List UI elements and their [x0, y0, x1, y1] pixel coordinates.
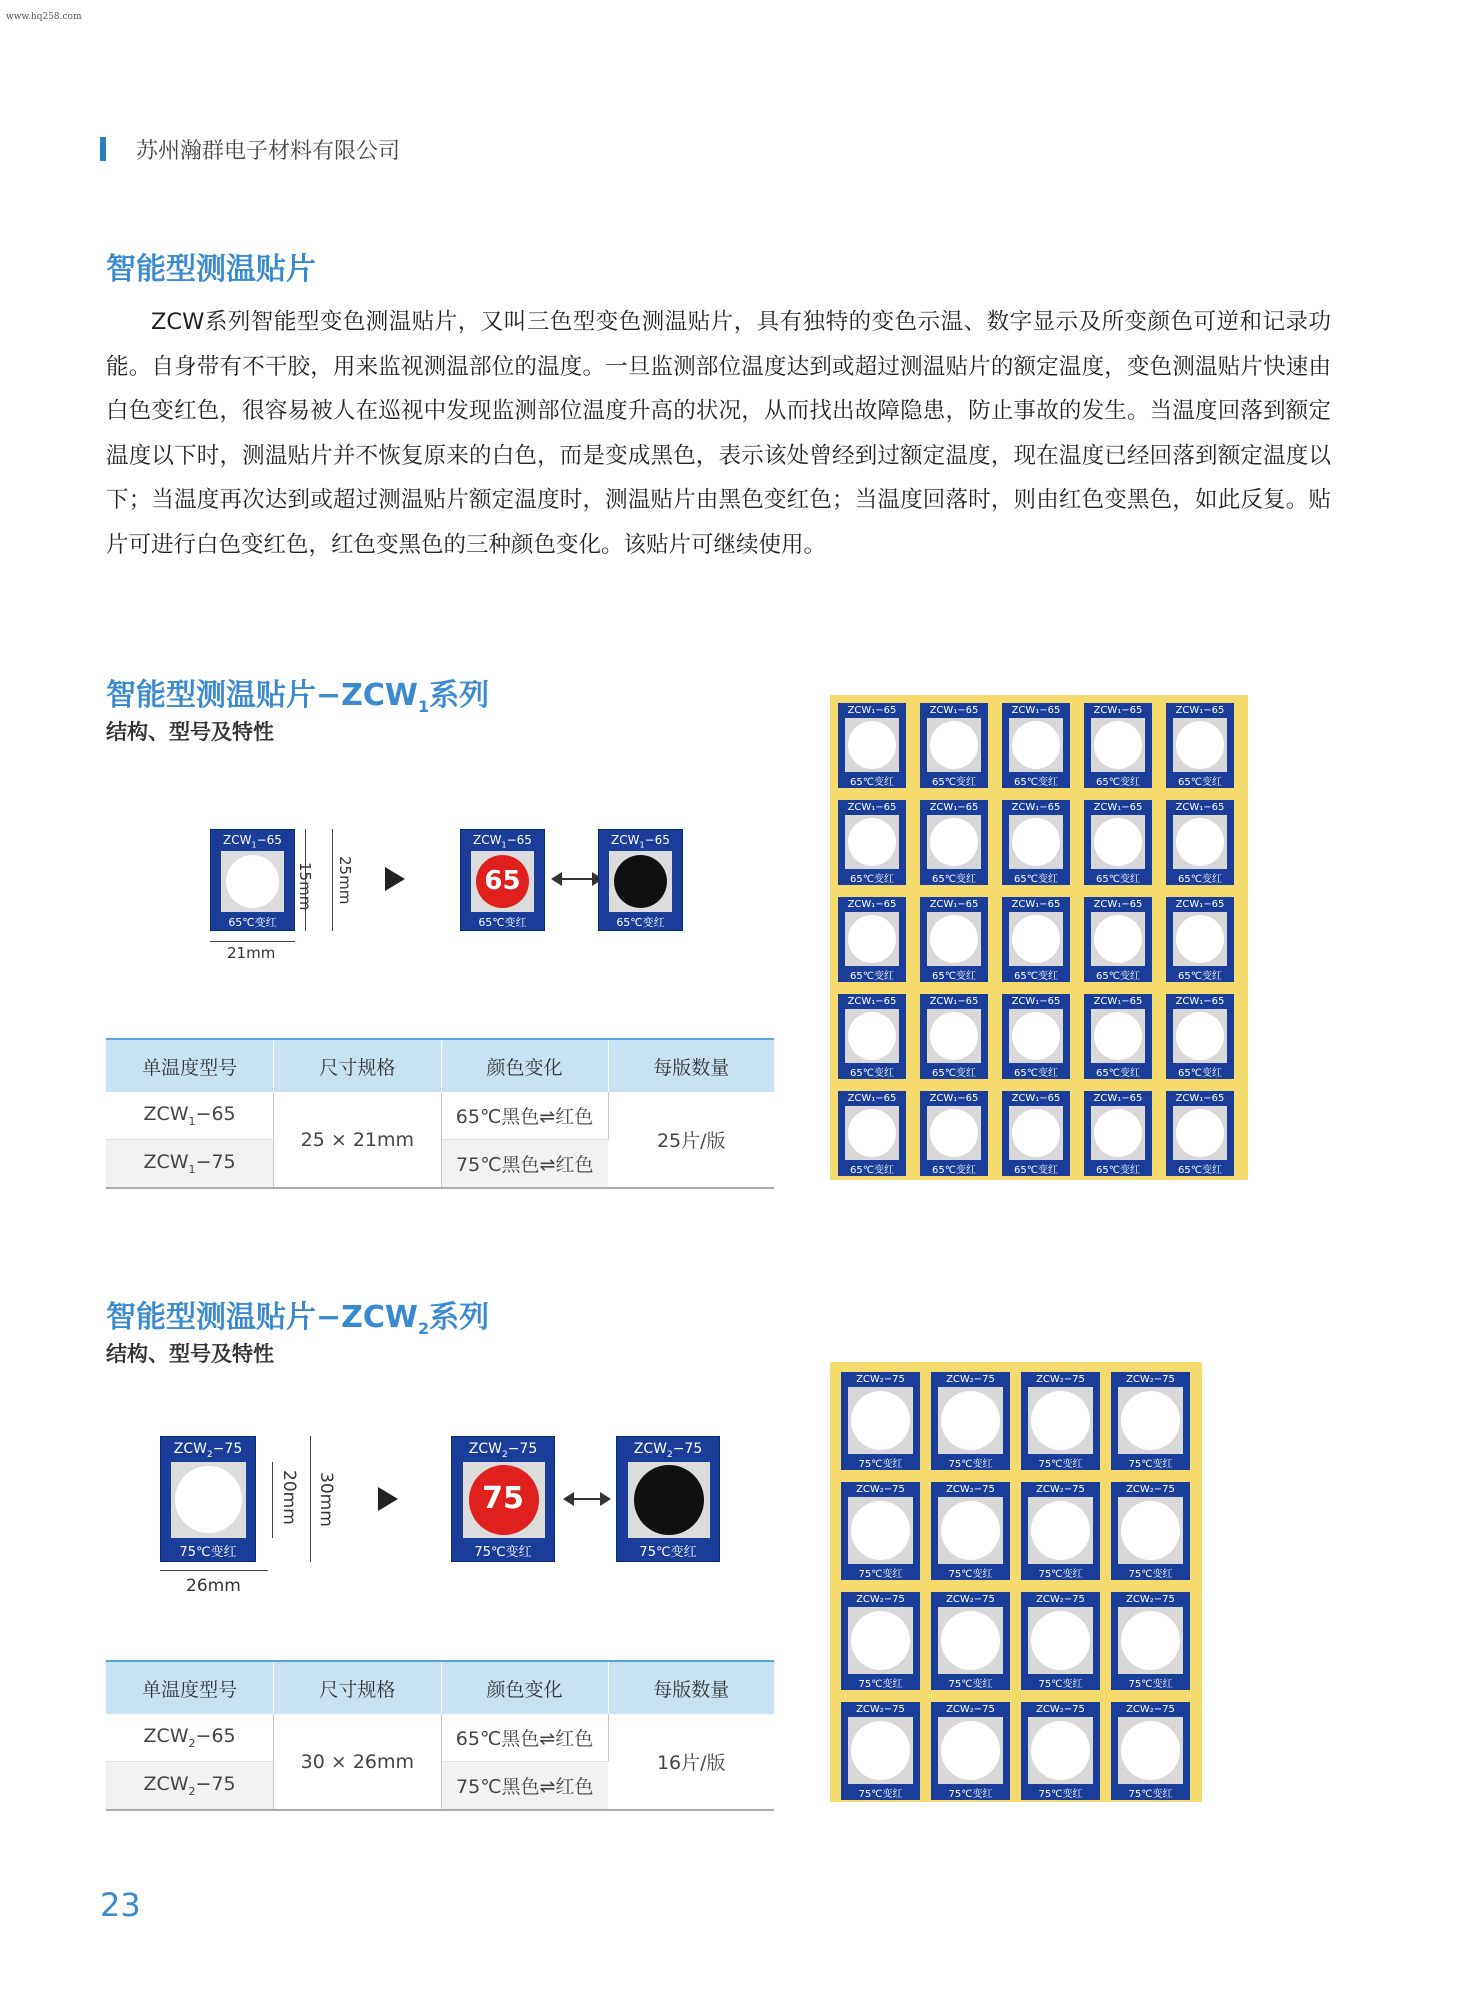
sheet-sticker-label: ZCW₁−65: [1011, 802, 1061, 813]
sheet-sticker: [1021, 1702, 1100, 1800]
col-header-qty: 每版数量: [608, 1661, 774, 1714]
sheet-sticker-caption: 65℃变红: [1014, 1165, 1058, 1176]
sheet-sticker-dot: [941, 1391, 1000, 1450]
sheet-sticker-label: ZCW₂−75: [856, 1594, 905, 1605]
sheet-sticker-dot: [930, 1109, 978, 1157]
sheet-sticker-dot: [848, 1109, 896, 1157]
sheet-sticker: [1021, 1482, 1100, 1580]
double-arrow-icon: [572, 1498, 602, 1500]
sheet-sticker-dot: [1012, 1012, 1060, 1060]
col-header-qty: 每版数量: [608, 1039, 774, 1092]
sheet-sticker-dot: [851, 1501, 910, 1560]
sheet-sticker-label: ZCW₂−75: [856, 1704, 905, 1715]
sheet-sticker: [1166, 897, 1234, 982]
series1-title: [106, 670, 489, 716]
table-header-row: [106, 1039, 774, 1092]
intro-title: 智能型测温贴片: [106, 252, 316, 287]
sheet-sticker-caption: 65℃变红: [1096, 874, 1140, 885]
sheet-sticker-label: ZCW₂−75: [1126, 1704, 1175, 1715]
col-header-model: 单温度型号: [106, 1039, 274, 1092]
intro-paragraph: [106, 300, 1331, 567]
sticker-black-1: [598, 829, 683, 931]
sheet-sticker-dot: [941, 1501, 1000, 1560]
sheet-sticker-label: ZCW₂−75: [1036, 1374, 1085, 1385]
sheet-sticker: [1111, 1482, 1190, 1580]
sticker-white-1: [210, 829, 295, 931]
sheet-sticker: [841, 1482, 920, 1580]
sheet-sticker-caption: 65℃变红: [1096, 971, 1140, 982]
model-cell: $ZCW_1-75$: [106, 1140, 274, 1189]
sheet-sticker: [1021, 1372, 1100, 1470]
table-header-row: [106, 1661, 774, 1714]
series2-spec-table: [106, 1660, 774, 1811]
sheet-sticker-caption: 65℃变红: [1014, 777, 1058, 788]
sticker-black-dot: [634, 1465, 704, 1535]
sheet-sticker: [1111, 1372, 1190, 1470]
sheet-sticker-label: ZCW₁−65: [847, 802, 897, 813]
sheet-sticker-label: ZCW₁−65: [847, 899, 897, 910]
sheet-sticker-dot: [1012, 915, 1060, 963]
sheet-sticker-caption: 65℃变红: [850, 1165, 894, 1176]
sheet-sticker-label: ZCW₁−65: [1093, 899, 1143, 910]
sheet-sticker: [1166, 994, 1234, 1079]
sheet-sticker-caption: 65℃变红: [932, 1165, 976, 1176]
sheet-sticker-caption: 75℃变红: [948, 1789, 993, 1800]
sheet-sticker-label: ZCW₂−75: [1126, 1594, 1175, 1605]
arrow-right-icon: [378, 1487, 398, 1511]
color-cell: 75℃黑色⇌红色: [441, 1140, 608, 1189]
sheet-sticker: [931, 1372, 1010, 1470]
sheet-sticker: [838, 703, 906, 788]
sheet-sticker: [1002, 800, 1070, 885]
sheet-sticker: [1002, 1091, 1070, 1176]
sheet-sticker: [920, 800, 988, 885]
sheet-sticker-caption: 65℃变红: [932, 1068, 976, 1079]
sheet-sticker-caption: 75℃变红: [858, 1459, 903, 1470]
sheet-sticker: [1021, 1592, 1100, 1690]
watermark: www.hq258.com: [6, 12, 82, 22]
sheet-sticker-dot: [851, 1611, 910, 1670]
sticker-black-2: [616, 1436, 720, 1562]
sheet-sticker-label: ZCW₂−75: [946, 1374, 995, 1385]
dim-width-label: 21mm: [227, 944, 276, 962]
sheet-sticker-label: ZCW₁−65: [1175, 899, 1225, 910]
series2-sticker-sheet: [830, 1362, 1202, 1802]
sheet-sticker-caption: 65℃变红: [1178, 1068, 1222, 1079]
sheet-sticker-label: ZCW₂−75: [1036, 1704, 1085, 1715]
sheet-sticker-label: ZCW₂−75: [1126, 1374, 1175, 1385]
sheet-sticker-dot: [1094, 721, 1142, 769]
sticker-label: $ZCW_2-75$: [468, 1441, 538, 1460]
sheet-sticker: [1111, 1592, 1190, 1690]
sheet-sticker-dot: [941, 1721, 1000, 1780]
sheet-sticker: [931, 1702, 1010, 1800]
sheet-sticker-label: ZCW₁−65: [929, 802, 979, 813]
sheet-sticker: [1084, 800, 1152, 885]
sheet-sticker-dot: [930, 1012, 978, 1060]
sheet-sticker: [931, 1592, 1010, 1690]
sheet-sticker: [1084, 897, 1152, 982]
dim-line-height: [332, 829, 333, 931]
dim-line-window: [272, 1462, 273, 1538]
dim-line-width: [160, 1570, 268, 1571]
sheet-sticker-caption: 65℃变红: [1096, 1165, 1140, 1176]
sheet-sticker-caption: 75℃变红: [948, 1569, 993, 1580]
sheet-sticker-label: ZCW₁−65: [1175, 802, 1225, 813]
sheet-sticker-label: ZCW₁−65: [1011, 899, 1061, 910]
sheet-sticker-label: ZCW₁−65: [847, 1093, 897, 1104]
sheet-sticker-label: ZCW₂−75: [1036, 1484, 1085, 1495]
sheet-sticker-caption: 65℃变红: [1178, 971, 1222, 982]
dim-window-label: 20mm: [279, 1470, 299, 1525]
sheet-sticker-caption: 75℃变红: [948, 1459, 993, 1470]
size-cell: 30 × 26mm: [274, 1714, 441, 1810]
sheet-sticker-dot: [1012, 721, 1060, 769]
sheet-sticker: [838, 1091, 906, 1176]
sheet-sticker-dot: [851, 1391, 910, 1450]
sheet-sticker-dot: [1031, 1611, 1090, 1670]
sheet-sticker: [920, 897, 988, 982]
sticker-number: 75: [482, 1481, 524, 1516]
series2-title-text: 智能型测温贴片−ZCW: [106, 1300, 418, 1335]
col-header-size: 尺寸规格: [274, 1039, 441, 1092]
sheet-sticker-caption: 75℃变红: [1128, 1569, 1173, 1580]
sheet-sticker-label: ZCW₁−65: [1093, 705, 1143, 716]
arrow-right-icon: [385, 867, 405, 891]
sheet-sticker-caption: 75℃变红: [1128, 1679, 1173, 1690]
sticker-white-2: [160, 1436, 256, 1562]
sticker-caption: 75℃变红: [474, 1545, 532, 1560]
sticker-caption: 65℃变红: [228, 916, 277, 929]
sheet-sticker-label: ZCW₂−75: [1036, 1594, 1085, 1605]
sheet-sticker-label: ZCW₁−65: [1011, 996, 1061, 1007]
sheet-sticker-dot: [930, 915, 978, 963]
sheet-sticker-dot: [1176, 1109, 1224, 1157]
sheet-sticker-dot: [1121, 1611, 1180, 1670]
sticker-caption: 75℃变红: [179, 1545, 237, 1560]
sheet-sticker: [841, 1702, 920, 1800]
table-row: [106, 1092, 774, 1140]
sheet-sticker-caption: 65℃变红: [850, 874, 894, 885]
dim-height-label: 30mm: [316, 1472, 336, 1527]
sheet-sticker-label: ZCW₂−75: [856, 1484, 905, 1495]
sticker-label: $ZCW_1-65$: [223, 833, 282, 850]
sticker-black-dot: [614, 855, 667, 908]
sheet-sticker: [1084, 1091, 1152, 1176]
sheet-sticker-label: ZCW₁−65: [1011, 705, 1061, 716]
color-cell: 65℃黑色⇌红色: [441, 1714, 608, 1762]
sheet-sticker-caption: 65℃变红: [932, 777, 976, 788]
sheet-sticker-caption: 65℃变红: [932, 971, 976, 982]
sticker-caption: 65℃变红: [616, 916, 665, 929]
sheet-sticker-caption: 75℃变红: [858, 1569, 903, 1580]
sheet-sticker-label: ZCW₁−65: [1175, 1093, 1225, 1104]
sticker-caption: 65℃变红: [478, 916, 527, 929]
sheet-sticker-label: ZCW₁−65: [847, 705, 897, 716]
qty-cell: 25片/版: [608, 1092, 774, 1188]
series1-title-subscript: 1: [418, 697, 430, 716]
series2-title-subscript: 2: [418, 1319, 430, 1338]
sheet-sticker-dot: [848, 1012, 896, 1060]
col-header-model: 单温度型号: [106, 1661, 274, 1714]
sheet-sticker-label: ZCW₂−75: [1126, 1484, 1175, 1495]
sheet-sticker-caption: 65℃变红: [1014, 1068, 1058, 1079]
sheet-sticker-dot: [1094, 818, 1142, 866]
sheet-sticker-dot: [1176, 915, 1224, 963]
sheet-sticker-dot: [1031, 1501, 1090, 1560]
table-row: [106, 1714, 774, 1762]
sheet-sticker: [920, 994, 988, 1079]
sheet-sticker-dot: [930, 818, 978, 866]
sheet-sticker-dot: [851, 1721, 910, 1780]
sheet-sticker-dot: [1094, 915, 1142, 963]
sheet-sticker: [841, 1592, 920, 1690]
intro-text: ZCW系列智能型变色测温贴片，又叫三色型变色测温贴片，具有独特的变色示温、数字显示及所变颜色可逆和记录功能。自身带有不干胶，用来监视测温部位的温度。一旦监测部位温度达到或超过测温贴片的额定温度，变色测温贴片快速由白色变红色，很容易被人在巡视中发现监测部位温度升高的状况，从而找出故障隐患，防止事故的发生。当温度回落到额定温度以下时，测温贴片并不恢复原来的白色，而是变成黑色，表示该处曾经到过额定温度，现在温度已经回落到额定温度以下；当温度再次达到或超过测温贴片额定温度时，测温贴片由黑色变红色；当温度回落时，则由红色变黑色，如此反复。贴片可进行白色变红色，红色变黑色的三种颜色变化。该贴片可继续使用。: [106, 309, 1331, 558]
sheet-sticker-label: ZCW₁−65: [1093, 802, 1143, 813]
series1-title-text: 智能型测温贴片−ZCW: [106, 678, 418, 713]
sheet-sticker-dot: [1031, 1721, 1090, 1780]
sheet-sticker-dot: [1094, 1012, 1142, 1060]
sticker-white-dot: [226, 855, 279, 908]
double-arrow-icon: [560, 878, 594, 880]
sheet-sticker-caption: 75℃变红: [858, 1789, 903, 1800]
sheet-sticker: [1002, 897, 1070, 982]
sheet-sticker-caption: 65℃变红: [850, 777, 894, 788]
color-cell: 65℃黑色⇌红色: [441, 1092, 608, 1140]
sheet-sticker-caption: 75℃变红: [858, 1679, 903, 1690]
sheet-sticker-caption: 75℃变红: [1128, 1459, 1173, 1470]
sheet-sticker: [920, 1091, 988, 1176]
sheet-sticker-label: ZCW₂−75: [946, 1484, 995, 1495]
sheet-sticker-caption: 65℃变红: [932, 874, 976, 885]
qty-cell: 16片/版: [608, 1714, 774, 1810]
series2-title: [106, 1292, 489, 1338]
sheet-sticker: [1166, 800, 1234, 885]
series1-spec-table: [106, 1038, 774, 1189]
sheet-sticker-caption: 75℃变红: [1038, 1569, 1083, 1580]
sheet-sticker-label: ZCW₁−65: [1093, 996, 1143, 1007]
sheet-sticker-dot: [930, 721, 978, 769]
sheet-sticker-caption: 65℃变红: [1096, 777, 1140, 788]
dim-height-label: 25mm: [336, 856, 354, 905]
sheet-sticker-dot: [848, 721, 896, 769]
sheet-sticker-label: ZCW₁−65: [929, 1093, 979, 1104]
series2-title-suffix: 系列: [429, 1300, 490, 1335]
company-name: 苏州瀚群电子材料有限公司: [136, 139, 401, 164]
sheet-sticker-dot: [1121, 1391, 1180, 1450]
sheet-sticker: [1111, 1702, 1190, 1800]
sticker-red-2: [451, 1436, 555, 1562]
sheet-sticker: [1002, 703, 1070, 788]
sheet-sticker-label: ZCW₁−65: [929, 705, 979, 716]
sheet-sticker: [838, 994, 906, 1079]
model-cell: $ZCW_2-75$: [106, 1762, 274, 1811]
sheet-sticker-caption: 75℃变红: [1038, 1789, 1083, 1800]
sticker-label: $ZCW_1-65$: [611, 833, 670, 850]
sheet-sticker-label: ZCW₁−65: [1011, 1093, 1061, 1104]
sticker-number: 65: [484, 866, 521, 896]
sticker-label: $ZCW_1-65$: [473, 833, 532, 850]
sheet-sticker-dot: [1012, 818, 1060, 866]
sheet-sticker-caption: 65℃变红: [1178, 1165, 1222, 1176]
series1-title-suffix: 系列: [429, 678, 490, 713]
dim-width-label: 26mm: [186, 1576, 241, 1596]
sheet-sticker-caption: 75℃变红: [1038, 1679, 1083, 1690]
series2-subtitle: 结构、型号及特性: [106, 1342, 274, 1366]
sheet-sticker-dot: [1176, 1012, 1224, 1060]
sticker-label: $ZCW_2-75$: [633, 1441, 703, 1460]
sheet-sticker-label: ZCW₂−75: [856, 1374, 905, 1385]
sheet-sticker-caption: 65℃变红: [1178, 874, 1222, 885]
sheet-sticker-caption: 75℃变红: [1128, 1789, 1173, 1800]
sheet-sticker-caption: 65℃变红: [850, 1068, 894, 1079]
sheet-sticker-dot: [1176, 818, 1224, 866]
sheet-sticker: [1166, 703, 1234, 788]
dim-window-label: 15mm: [296, 862, 314, 911]
sheet-sticker-caption: 65℃变红: [1014, 971, 1058, 982]
page-number: 23: [100, 1886, 141, 1924]
sheet-sticker: [1084, 703, 1152, 788]
series1-subtitle: 结构、型号及特性: [106, 720, 274, 744]
dim-line-height: [310, 1436, 311, 1562]
sheet-sticker-label: ZCW₂−75: [946, 1594, 995, 1605]
sheet-sticker-dot: [848, 818, 896, 866]
sheet-sticker-caption: 65℃变红: [1014, 874, 1058, 885]
sheet-sticker: [1084, 994, 1152, 1079]
sheet-sticker-dot: [1121, 1501, 1180, 1560]
sheet-sticker-caption: 75℃变红: [948, 1679, 993, 1690]
sheet-sticker: [1002, 994, 1070, 1079]
sheet-sticker-label: ZCW₂−75: [946, 1704, 995, 1715]
sheet-sticker-dot: [1176, 721, 1224, 769]
model-cell: $ZCW_1-65$: [106, 1092, 274, 1140]
sheet-sticker: [841, 1372, 920, 1470]
col-header-color: 颜色变化: [441, 1661, 608, 1714]
sheet-sticker-dot: [941, 1611, 1000, 1670]
model-cell: $ZCW_2-65$: [106, 1714, 274, 1762]
sheet-sticker: [920, 703, 988, 788]
sheet-sticker-dot: [848, 915, 896, 963]
sheet-sticker-dot: [1121, 1721, 1180, 1780]
sheet-sticker-dot: [1012, 1109, 1060, 1157]
sheet-sticker: [838, 800, 906, 885]
header-accent-bar: [100, 137, 106, 161]
sheet-sticker-label: ZCW₁−65: [847, 996, 897, 1007]
sheet-sticker-caption: 65℃变红: [1178, 777, 1222, 788]
sticker-label: $ZCW_2-75$: [173, 1441, 243, 1460]
sheet-sticker-label: ZCW₁−65: [929, 899, 979, 910]
sticker-white-dot: [175, 1466, 242, 1533]
sheet-sticker-label: ZCW₁−65: [929, 996, 979, 1007]
sheet-sticker-dot: [1031, 1391, 1090, 1450]
sheet-sticker-label: ZCW₁−65: [1093, 1093, 1143, 1104]
size-cell: 25 × 21mm: [274, 1092, 441, 1188]
sheet-sticker-caption: 65℃变红: [850, 971, 894, 982]
sheet-sticker-dot: [1094, 1109, 1142, 1157]
sticker-caption: 75℃变红: [639, 1545, 697, 1560]
sheet-sticker: [838, 897, 906, 982]
dim-line-width: [210, 941, 295, 942]
series1-sticker-sheet: [830, 695, 1248, 1180]
sticker-red-1: [460, 829, 545, 931]
sheet-sticker-label: ZCW₁−65: [1175, 705, 1225, 716]
sheet-sticker: [931, 1482, 1010, 1580]
sheet-sticker: [1166, 1091, 1234, 1176]
color-cell: 75℃黑色⇌红色: [441, 1762, 608, 1811]
sheet-sticker-caption: 75℃变红: [1038, 1459, 1083, 1470]
col-header-size: 尺寸规格: [274, 1661, 441, 1714]
sheet-sticker-label: ZCW₁−65: [1175, 996, 1225, 1007]
col-header-color: 颜色变化: [441, 1039, 608, 1092]
sheet-sticker-caption: 65℃变红: [1096, 1068, 1140, 1079]
